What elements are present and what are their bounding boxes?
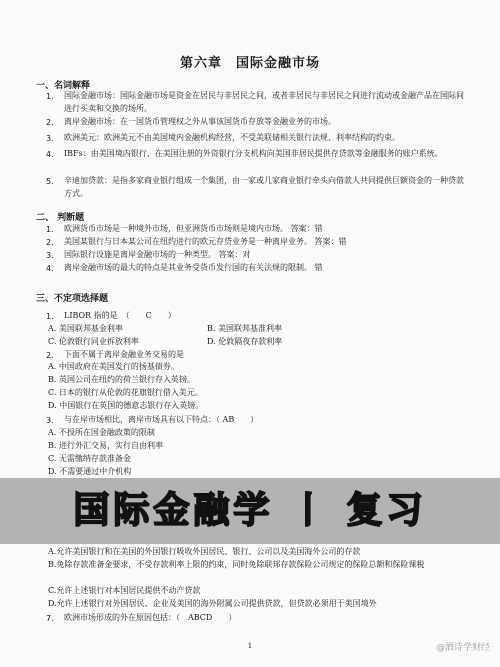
option-d: D. 伦敦隔夜存款利率 <box>207 337 283 346</box>
term-number: 3. <box>46 134 54 143</box>
option-d: D. 中国银行在英国的德意志银行存入英镑。 <box>48 401 204 410</box>
page-number: 1 <box>247 642 253 650</box>
question-number: 3. <box>46 416 54 425</box>
option-b: B. 进行外汇交易，实行自由利率 <box>48 441 163 450</box>
question-text: LIBOR 指的是 （ C ） <box>64 311 176 320</box>
question-number: 1. <box>46 312 54 321</box>
option-b: B.免除存款准备金要求，不受存款利率上限的约束，同时免除联邦存款保险公司规定的保险总额和保险课税 <box>48 560 425 569</box>
option-b: B. 英国公司在纽约的荷兰银行存入英镑。 <box>48 375 195 384</box>
term-item: 离岸金融市场：在一国货币管理权之外从事该国货币存放等金融业务的市场。 <box>64 117 336 126</box>
term-item: 辛迪加贷款：是指多家商业银行组成一个集团，由一家或几家商业银行牵头向借款人共同提供巨额资金的一种贷款方式。 <box>64 176 464 198</box>
judgment-number: 2. <box>46 238 54 247</box>
question-text: 欧洲市场形成的外在原因包括：（ ABCD ） <box>64 613 237 622</box>
term-item: 国际金融市场：国际金融市场是资金在居民与非居民之间，或者非居民与非居民之间进行流动或金融产品在国际间进行买卖和交换的场所。 <box>64 91 464 113</box>
term-number: 2. <box>46 118 54 127</box>
banner-title <box>0 482 500 533</box>
option-a: A. 美国联邦基金利率 <box>48 324 123 333</box>
judgment-number: 4. <box>46 264 54 273</box>
banner-right-text: 复习 <box>346 490 427 531</box>
section-heading-terms: 一、名词解释 <box>36 81 91 91</box>
judgment-item: 欧洲货币市场是一种境外市场，但亚洲货币市场则是境内市场。 答案：错 <box>64 224 323 233</box>
judgment-item: 国际银行设施是离岸金融市场的一种类型。 答案：对 <box>64 250 251 259</box>
term-number: 1. <box>46 92 54 101</box>
judgment-number: 3. <box>46 251 54 260</box>
term-number: 4. <box>46 150 54 159</box>
judgment-item: 离岸金融市场的最大的特点是其业务受货币发行国的有关法规的限制。 错 <box>64 263 323 272</box>
question-number: 7. <box>46 614 54 623</box>
judgment-item: 美国某银行与日本某公司在纽约进行的欧元存贷业务是一种离岸业务。 答案：错 <box>64 237 347 246</box>
judgment-number: 1. <box>46 225 54 234</box>
option-a: A. 中国政府在美国发行的扬基债券。 <box>48 362 179 371</box>
question-text: 下面不属于离岸金融业务交易的是 <box>64 350 184 359</box>
option-a: A. 不授所在国金融政策的限制 <box>48 428 155 437</box>
question-text: 与在岸市场相比，离岸市场具有以下特点：（ AB ） <box>64 415 259 424</box>
page-title: 第六章 国际金融市场 <box>179 56 320 71</box>
section-heading-multiple-choice: 三、不定项选择题 <box>36 294 109 304</box>
banner-separator: 丨 <box>289 490 330 531</box>
option-c: C.允许上述银行对本国居民提供不动产贷款 <box>48 586 201 595</box>
term-number: 5. <box>46 177 54 186</box>
watermark: @酒诗学财经 <box>435 643 490 653</box>
option-b: B. 美国联邦基准利率 <box>207 324 282 333</box>
question-number: 2. <box>46 351 54 360</box>
term-item: IBFs：由美国境内银行、在美国注册的外资银行分支机构向美国非居民提供存贷款等金融服务的账户系统。 <box>64 149 443 158</box>
option-a: A.允许美国银行和在美国的外国银行吸收外国居民、银行、公司以及美国海外公司的存款 <box>48 547 361 556</box>
section-heading-judgment: 二、 判断题 <box>36 213 85 223</box>
term-item: 欧洲美元：欧洲美元不由美国境内金融机构经营，不受美联储相关银行法规、利率结构的约束。 <box>64 133 400 142</box>
option-d: D. 不需要通过中介机构 <box>48 467 132 476</box>
option-c: C. 伦敦银行同业拆放利率 <box>48 337 139 346</box>
banner-left-text: 国际金融学 <box>73 490 274 531</box>
option-d: D.允许上述银行对外国居民、企业及美国的海外附属公司提供贷款，但贷款必须用于美国境外 <box>48 599 377 608</box>
option-c: C. 日本的银行从伦敦的花旗银行借入美元。 <box>48 388 203 397</box>
option-c: C. 无需缴纳存款准备金 <box>48 454 131 463</box>
